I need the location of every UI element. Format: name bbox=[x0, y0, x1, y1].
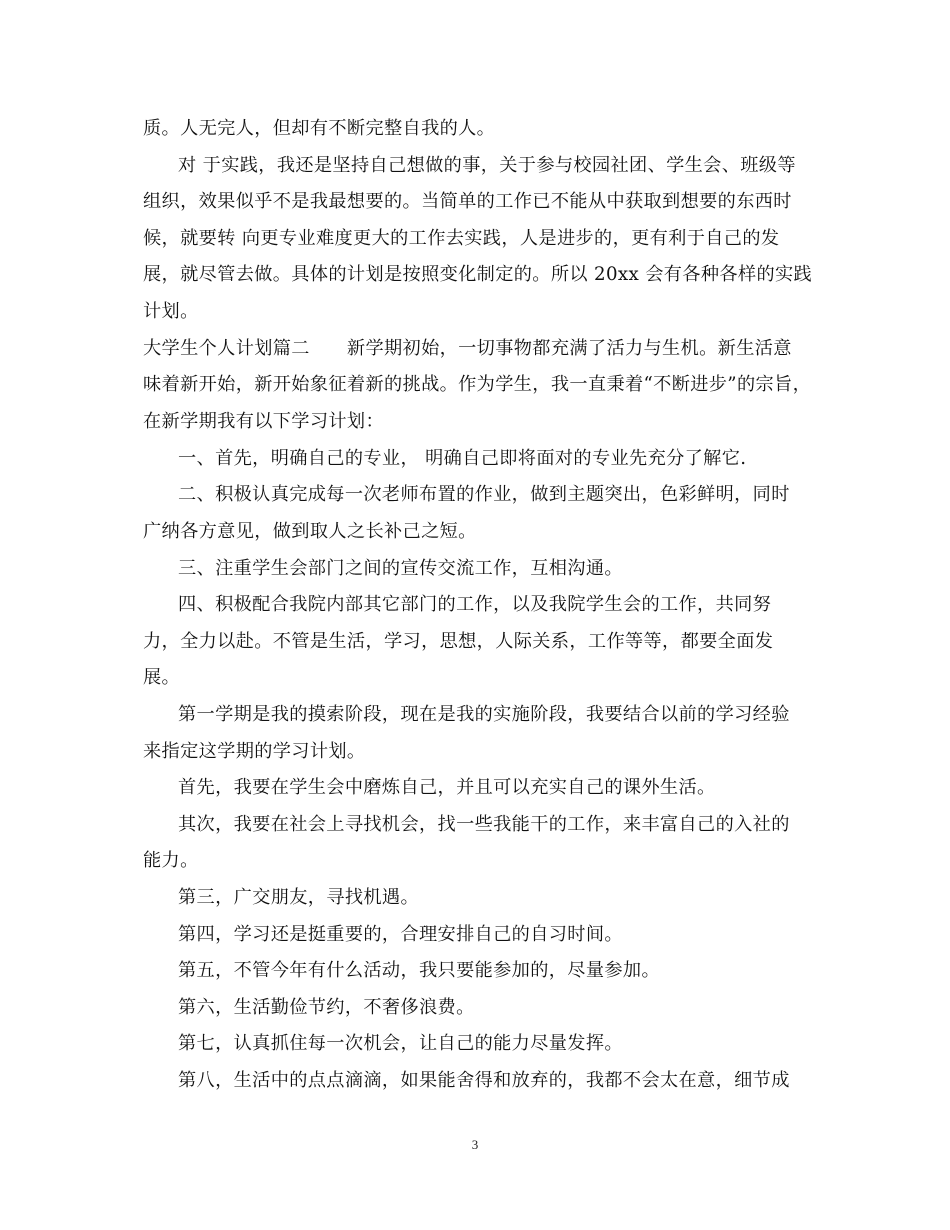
text-line: 计划。 bbox=[143, 301, 199, 322]
text-line: 第三，广交朋友，寻找机遇。 bbox=[178, 887, 419, 908]
text-line: 候，就要转 向更专业难度更大的工作去实践，人是进步的，更有利于自己的发 bbox=[143, 228, 780, 249]
text-line: 质。人无完人，但却有不断完整自我的人。 bbox=[143, 118, 496, 139]
text-line: 二、积极认真完成每一次老师布置的作业，做到主题突出，色彩鲜明，同时 bbox=[178, 484, 790, 505]
text-line: 展。 bbox=[143, 667, 181, 688]
section-heading-line: 大学生个人计划篇二 新学期初始，一切事物都充满了活力与生机。新生活意 bbox=[143, 338, 792, 359]
text-line: 力，全力以赴。不管是生活，学习，思想，人际关系，工作等等，都要全面发 bbox=[143, 631, 774, 652]
text-line: 第五，不管今年有什么活动，我只要能参加的，尽量参加。 bbox=[178, 960, 660, 981]
text-line: 广纳各方意见，做到取人之长补己之短。 bbox=[143, 521, 477, 542]
text-line: 组织，效果似乎不是我最想要的。当简单的工作已不能从中获取到想要的东西时 bbox=[143, 191, 792, 212]
text-line: 第八，生活中的点点滴滴，如果能舍得和放弃的，我都不会太在意，细节成 bbox=[178, 1070, 790, 1091]
text-line: 来指定这学期的学习计划。 bbox=[143, 741, 366, 762]
text-line: 能力。 bbox=[143, 850, 199, 871]
text-line: 四、积极配合我院内部其它部门的工作，以及我院学生会的工作，共同努 bbox=[178, 594, 772, 615]
text-line: 在新学期我有以下学习计划： bbox=[143, 411, 384, 432]
text-line: 味着新开始，新开始象征着新的挑战。作为学生，我一直秉着“不断进步”的宗旨， bbox=[143, 374, 812, 395]
text-line: 其次，我要在社会上寻找机会，找一些我能干的工作，来丰富自己的入社的 bbox=[178, 814, 790, 835]
text-line: 首先，我要在学生会中磨炼自己，并且可以充实自己的课外生活。 bbox=[178, 777, 716, 798]
text-line: 一、首先，明确自己的专业， 明确自己即将面对的专业先充分了解它. bbox=[178, 448, 747, 469]
text-line: 对 于实践，我还是坚持自己想做的事，关于参与校园社团、学生会、班级等 bbox=[178, 155, 796, 176]
page-number: 3 bbox=[471, 1137, 479, 1152]
text-line: 第六，生活勤俭节约，不奢侈浪费。 bbox=[178, 997, 475, 1018]
text-line: 第四，学习还是挺重要的，合理安排自己的自习时间。 bbox=[178, 924, 623, 945]
text-line: 第一学期是我的摸索阶段，现在是我的实施阶段，我要结合以前的学习经验 bbox=[178, 704, 790, 725]
text-line: 展，就尽管去做。具体的计划是按照变化制定的。所以 20xx 会有各种各样的实践 bbox=[143, 264, 813, 285]
text-line: 第七，认真抓住每一次机会，让自己的能力尽量发挥。 bbox=[178, 1033, 623, 1054]
text-line: 三、注重学生会部门之间的宣传交流工作，互相沟通。 bbox=[178, 558, 623, 579]
